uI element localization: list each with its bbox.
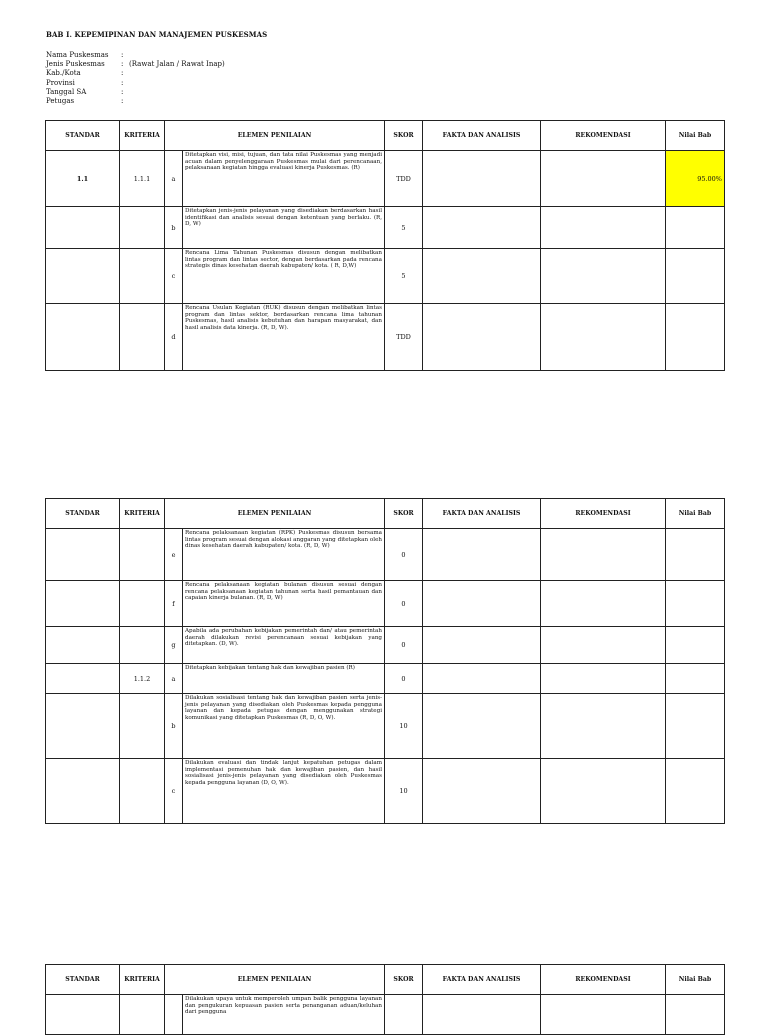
- rekomendasi-cell[interactable]: [541, 664, 666, 694]
- elemen-cell: Dilakukan sosialisasi tentang hak dan kewajiban pasien serta jenis-jenis pelayanan yang disediakan oleh Puskesmas kepada pengguna layanan dan kepada petugas dengan menggunakan strategi komunikasi yang ditetapkan Puskesmas (R, D, O, W).: [183, 694, 385, 759]
- header-skor: SKOR: [385, 965, 423, 995]
- letter-cell: c: [165, 249, 183, 304]
- rekomendasi-cell[interactable]: [541, 304, 666, 371]
- skor-cell[interactable]: 10: [385, 759, 423, 824]
- nilai-bab-cell: [666, 995, 725, 1035]
- elemen-cell: Ditetapkan kebijakan tentang hak dan kewajiban pasien (R): [183, 664, 385, 694]
- header-standar: STANDAR: [46, 965, 120, 995]
- kriteria-cell: 1.1.1: [120, 151, 165, 207]
- standar-cell: 1.1: [46, 151, 120, 207]
- letter-cell: b: [165, 207, 183, 249]
- skor-cell[interactable]: 0: [385, 581, 423, 627]
- header-row: [46, 965, 725, 995]
- skor-cell[interactable]: 0: [385, 664, 423, 694]
- fakta-cell[interactable]: [423, 664, 541, 694]
- header-rekomendasi: REKOMENDASI: [541, 121, 666, 151]
- standar-cell: [46, 995, 120, 1035]
- nilai-bab-cell: [666, 304, 725, 371]
- standar-cell: [46, 207, 120, 249]
- skor-cell[interactable]: 10: [385, 694, 423, 759]
- fakta-cell[interactable]: [423, 207, 541, 249]
- header-standar: STANDAR: [46, 499, 120, 529]
- kriteria-cell: 1.1.2: [120, 664, 165, 694]
- skor-cell[interactable]: [385, 995, 423, 1035]
- kriteria-cell: [120, 249, 165, 304]
- rekomendasi-cell[interactable]: [541, 627, 666, 664]
- info-label: Petugas: [46, 97, 75, 106]
- nilai-bab-cell: [666, 664, 725, 694]
- info-row: Nama Puskesmas :: [46, 51, 124, 59]
- assessment-table-3: [45, 964, 725, 1035]
- standar-cell: [46, 581, 120, 627]
- elemen-cell: Rencana Lima Tahunan Puskesmas disusun dengan melibatkan lintas program dan lintas sector, dengan berdasarkan pada rencana strategis dinas kesehatan daerah kabupaten/ kota. ( R, D,W): [183, 249, 385, 304]
- info-value[interactable]: (Rawat Jalan / Rawat Inap): [129, 60, 225, 69]
- letter-cell: c: [165, 759, 183, 824]
- nilai-bab-cell: [666, 207, 725, 249]
- header-rekomendasi: REKOMENDASI: [541, 965, 666, 995]
- standar-cell: [46, 694, 120, 759]
- skor-cell[interactable]: 5: [385, 249, 423, 304]
- fakta-cell[interactable]: [423, 759, 541, 824]
- letter-cell: d: [165, 304, 183, 371]
- table-row: [46, 627, 725, 664]
- letter-cell: g: [165, 627, 183, 664]
- table-row: [46, 694, 725, 759]
- table-row: [46, 207, 725, 249]
- info-label: Provinsi: [46, 78, 75, 87]
- fakta-cell[interactable]: [423, 529, 541, 581]
- header-kriteria: KRITERIA: [120, 121, 165, 151]
- header-elemen: ELEMEN PENILAIAN: [165, 499, 385, 529]
- info-label: Nama Puskesmas: [46, 51, 109, 59]
- letter-cell: a: [165, 151, 183, 207]
- fakta-cell[interactable]: [423, 581, 541, 627]
- kriteria-cell: [120, 759, 165, 824]
- nilai-bab-cell: [666, 694, 725, 759]
- page-title: BAB I. KEPEMIPINAN DAN MANAJEMEN PUSKESMAS: [46, 30, 268, 39]
- rekomendasi-cell[interactable]: [541, 581, 666, 627]
- elemen-cell: Dilakukan evaluasi dan tindak lanjut kepatuhan petugas dalam implementasi pemenuhan hak dan kewajiban pasien, dan hasil sosialisasi jenis-jenis pelayanan yang disediakan oleh Puskesmas kepada pengguna layanan (D, O, W).: [183, 759, 385, 824]
- elemen-cell: Apabila ada perubahan kebijakan pemerintah dan/ atau pemerintah daerah dilakukan revisi perencanaan sesuai kebijakan yang ditetapkan. (D, W).: [183, 627, 385, 664]
- elemen-cell: Rencana pelaksanaan kegiatan (RPK) Puskesmas disusun bersama lintas program sesuai dengan alokasi anggaran yang ditetapkan oleh dinas kesehatan daerah kabupaten/ kota. (R, D, W): [183, 529, 385, 581]
- header-row: [46, 499, 725, 529]
- info-row: Jenis Puskesmas : (Rawat Jalan / Rawat Inap): [46, 60, 225, 69]
- skor-cell[interactable]: TDD: [385, 304, 423, 371]
- elemen-cell: Rencana Usulan Kegiatan (RUK) disusun dengan melibatkan lintas program dan lintas sektor, berdasarkan rencana lima tahunan Puskesmas, hasil analisis kebutuhan dan harapan masyarakat, dan hasil analisis data kinerja. (R, D, W).: [183, 304, 385, 371]
- table-row: [46, 304, 725, 371]
- fakta-cell[interactable]: [423, 694, 541, 759]
- header-nilai: Nilai Bab: [666, 121, 725, 151]
- standar-cell: [46, 627, 120, 664]
- header-kriteria: KRITERIA: [120, 965, 165, 995]
- fakta-cell[interactable]: [423, 304, 541, 371]
- nilai-bab-cell: [666, 581, 725, 627]
- table-row: [46, 759, 725, 824]
- rekomendasi-cell[interactable]: [541, 995, 666, 1035]
- header-elemen: ELEMEN PENILAIAN: [165, 121, 385, 151]
- header-rekomendasi: REKOMENDASI: [541, 499, 666, 529]
- rekomendasi-cell[interactable]: [541, 529, 666, 581]
- rekomendasi-cell[interactable]: [541, 151, 666, 207]
- nilai-bab-cell: [666, 529, 725, 581]
- standar-cell: [46, 759, 120, 824]
- letter-cell: [165, 995, 183, 1035]
- fakta-cell[interactable]: [423, 151, 541, 207]
- kriteria-cell: [120, 304, 165, 371]
- kriteria-cell: [120, 995, 165, 1035]
- elemen-cell: Dilakukan upaya untuk memperoleh umpan balik pengguna layanan dan pengukuran kepuasan pasien serta penanganan aduan/keluhan dari pengguna: [183, 995, 385, 1035]
- standar-cell: [46, 249, 120, 304]
- assessment-table-1: [45, 120, 725, 371]
- info-label: Kab./Kota: [46, 69, 81, 78]
- table-row: [46, 249, 725, 304]
- kriteria-cell: [120, 207, 165, 249]
- rekomendasi-cell[interactable]: [541, 759, 666, 824]
- header-nilai: Nilai Bab: [666, 499, 725, 529]
- nilai-bab-cell: [666, 249, 725, 304]
- elemen-cell: Ditetapkan jenis-jenis pelayanan yang disediakan berdasarkan hasil identifikasi dan analisis sesuai dengan ketentuan yang berlaku. (R, D, W): [183, 207, 385, 249]
- table-row: [46, 664, 725, 694]
- info-row: Petugas :: [46, 97, 124, 106]
- rekomendasi-cell[interactable]: [541, 694, 666, 759]
- info-row: Provinsi :: [46, 78, 124, 87]
- info-row: Tanggal SA :: [46, 87, 124, 96]
- fakta-cell[interactable]: [423, 995, 541, 1035]
- letter-cell: a: [165, 664, 183, 694]
- nilai-bab-cell: 95.00%: [666, 151, 725, 207]
- table-row: [46, 995, 725, 1035]
- kriteria-cell: [120, 694, 165, 759]
- header-fakta: FAKTA DAN ANALISIS: [423, 499, 541, 529]
- table-row: [46, 529, 725, 581]
- skor-cell[interactable]: TDD: [385, 151, 423, 207]
- header-skor: SKOR: [385, 499, 423, 529]
- letter-cell: f: [165, 581, 183, 627]
- kriteria-cell: [120, 627, 165, 664]
- standar-cell: [46, 664, 120, 694]
- standar-cell: [46, 529, 120, 581]
- info-label: Tanggal SA: [46, 87, 87, 96]
- fakta-cell[interactable]: [423, 627, 541, 664]
- header-row: [46, 121, 725, 151]
- table-row: [46, 151, 725, 207]
- header-nilai: Nilai Bab: [666, 965, 725, 995]
- header-fakta: FAKTA DAN ANALISIS: [423, 121, 541, 151]
- header-kriteria: KRITERIA: [120, 499, 165, 529]
- rekomendasi-cell[interactable]: [541, 249, 666, 304]
- header-standar: STANDAR: [46, 121, 120, 151]
- rekomendasi-cell[interactable]: [541, 207, 666, 249]
- assessment-table-2: [45, 498, 725, 824]
- nilai-bab-cell: [666, 759, 725, 824]
- header-fakta: FAKTA DAN ANALISIS: [423, 965, 541, 995]
- info-label: Jenis Puskesmas: [46, 60, 105, 69]
- info-block: [46, 51, 225, 106]
- letter-cell: e: [165, 529, 183, 581]
- skor-cell[interactable]: 0: [385, 627, 423, 664]
- skor-cell[interactable]: 5: [385, 207, 423, 249]
- header-skor: SKOR: [385, 121, 423, 151]
- info-row: Kab./Kota :: [46, 69, 124, 78]
- table-row: [46, 581, 725, 627]
- letter-cell: b: [165, 694, 183, 759]
- standar-cell: [46, 304, 120, 371]
- elemen-cell: Ditetapkan visi, misi, tujuan, dan tata nilai Puskesmas yang menjadi acuan dalam penyelenggaraan Puskesmas mulai dari perencanaan, pelaksanaan kegiatan hingga evaluasi kinerja Puskesmas. (R): [183, 151, 385, 207]
- header-elemen: ELEMEN PENILAIAN: [165, 965, 385, 995]
- kriteria-cell: [120, 529, 165, 581]
- fakta-cell[interactable]: [423, 249, 541, 304]
- elemen-cell: Rencana pelaksanaan kegiatan bulanan disusun sesuai dengan rencana pelaksanaan kegiatan tahunan serta hasil pemantauan dan capaian kinerja bulanan. (R, D, W): [183, 581, 385, 627]
- skor-cell[interactable]: 0: [385, 529, 423, 581]
- nilai-bab-cell: [666, 627, 725, 664]
- kriteria-cell: [120, 581, 165, 627]
